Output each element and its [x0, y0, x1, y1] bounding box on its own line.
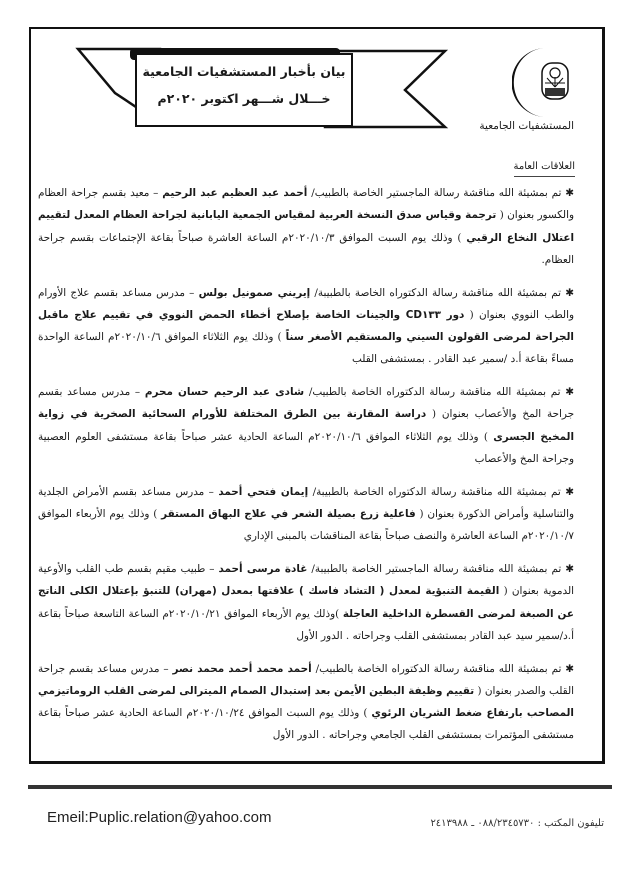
news-item: [38, 282, 574, 371]
item-thesis-title: تقييم وظيفة البطين الأيمن بعد إستبدال الصمام الميترالى لمرضى القلب الروماتيزمي المصاحب بارتفاع ضغط الشريان الرئوي: [38, 684, 574, 720]
item-details: ) وذلك يوم الثلاثاء الموافق ٢٠٢٠/١٠/٦م الساعة الحادية عشر صباحاً بقاعة مستشفى العلوم العصبية وجراحة المخ والأعصاب: [38, 430, 574, 466]
item-thesis-title: فاعلية زرع بصيلة الشعر في علاج البهاق المستقر: [161, 508, 416, 521]
item-intro: ✱ تم بمشيئة الله مناقشة رسالة الماجستير الخاصة بالطبيبة/: [311, 563, 574, 576]
banner-subtitle: خـــلال شـــهر اكتوبر ٢٠٢٠م: [157, 91, 331, 106]
footer-email: Emeil:Puplic.relation@yahoo.com: [47, 809, 272, 826]
item-details: ) وذلك يوم الثلاثاء الموافق ٢٠٢٠/١٠/٦م الساعة الواحدة مساءً بقاعة أ.د /سمير عبد القادر . بمستشفى القلب: [38, 331, 574, 366]
news-item: [38, 658, 574, 747]
item-role: – مدرس مساعد بقسم جراحة القلب والصدر بعنوان (: [38, 662, 574, 697]
item-intro: ✱ تم بمشيئة الله مناقشة رسالة الماجستير الخاصة بالطبيب/: [311, 187, 574, 199]
item-intro: ✱ تم بمشيئة الله مناقشة رسالة الدكتوراه الخاصة بالطبيب/: [315, 662, 575, 675]
item-role: – مدرس مساعد بقسم جراحة المخ والأعصاب بعنوان (: [38, 386, 574, 421]
item-thesis-title: دور CD١٣٣ والجينات الخاصة بإصلاح أخطاء الحمض النووي في تقييم علاج ماقبل الجراحة لمرضى القولون السيني والمستقيم الأصغر سناً: [38, 308, 574, 344]
item-person-name: شادى عبد الرحيم حسان محرم: [144, 386, 305, 399]
footer-divider: [28, 785, 612, 789]
item-person-name: أحمد عبد العظيم عبد الرحيم: [162, 187, 308, 199]
department-label: العلاقات العامة: [514, 161, 575, 177]
item-role: – مدرس مساعد بقسم علاج الأورام والطب النووي بعنوان (: [38, 286, 574, 321]
item-person-name: إيريني صمونيل بولس: [198, 286, 311, 299]
news-item: [38, 381, 574, 470]
banner-box: [135, 53, 353, 127]
news-item: [38, 558, 574, 647]
item-details: ) وذلك يوم الأربعاء الموافق ٢٠٢٠/١٠/٧م الساعة العاشرة والنصف صباحاً بقاعة المناقشات بالمبنى الإداري: [38, 508, 574, 543]
item-intro: ✱ تم بمشيئة الله مناقشة رسالة الدكتوراه الخاصة بالطبيب/: [308, 386, 574, 399]
organization-name: المستشفيات الجامعية: [479, 120, 574, 132]
item-role: – مدرس مساعد بقسم الأمراض الجلدية والتناسلية وأمراض الذكورة بعنوان (: [38, 485, 574, 521]
item-thesis-title: دراسة المقارنة بين الطرق المختلفة للأورام السحائية الصخرية في زواية المخيخ الجسرى: [38, 408, 575, 443]
item-details: ) وذلك يوم السبت الموافق ٢٠٢٠/١٠/٣م الساعة العاشرة صباحاً بقاعة الإجتماعات بقسم جراحة العظام.: [38, 231, 574, 266]
item-role: – طبيب مقيم بقسم طب القلب والأوعية الدموية بعنوان (: [38, 563, 574, 598]
banner-title: بيان بأخبار المستشفيات الجامعية: [142, 64, 346, 79]
title-banner: [75, 45, 346, 130]
item-person-name: أحمد محمد أحمد محمد نصر: [172, 662, 312, 675]
item-details: )وذلك يوم الأربعاء الموافق ٢٠٢٠/١٠/٢١م الساعة التاسعة صباحاً بقاعة أ.د/سمير سيد عبد القادر بمستشفى القلب وجراحاته . الدور الأول: [38, 607, 574, 642]
item-person-name: غادة مرسى أحمد: [218, 563, 308, 576]
item-intro: ✱ تم بمشيئة الله مناقشة رسالة الدكتوراه الخاصة بالطبيبة/: [312, 485, 574, 498]
footer-phone: تليفون المكتب : ٠٨٨/٢٣٤٥٧٣٠ ـ ٢٤١٣٩٨٨: [430, 818, 604, 829]
item-intro: ✱ تم بمشيئة الله مناقشة رسالة الدكتوراه الخاصة بالطبيبة/: [314, 286, 574, 299]
item-thesis-title: ترجمة وقياس صدق النسخة العربية لمقياس الجمعية اليابانية لجراحة العظام المعدل لتقييم اعتلال النخاع الرقبي: [38, 209, 575, 244]
crescent-emblem-icon: [512, 45, 572, 120]
news-item: [38, 182, 574, 271]
news-list: [38, 182, 574, 756]
item-person-name: إيمان فتحي أحمد: [218, 485, 309, 498]
news-item: [38, 481, 574, 548]
item-thesis-title: القيمة التنبؤية لمعدل ( التشاد فاسك ) علاقتها بمعدل (مهران) للتنبؤ بإعتلال الكلى الناتج عن الصبغة لمرضى القسطرة الداخلية العاجلة: [38, 585, 574, 620]
item-role: – معيد بقسم جراحة العظام والكسور بعنوان (: [38, 187, 574, 222]
item-details: ) وذلك يوم السبت الموافق ٢٠٢٠/١٠/٢٤م الساعة الحادية عشر صباحاً بقاعة مستشفى المؤتمرات بمستشفى القلب الجامعي وجراحاته . الدور الأول: [38, 707, 574, 742]
